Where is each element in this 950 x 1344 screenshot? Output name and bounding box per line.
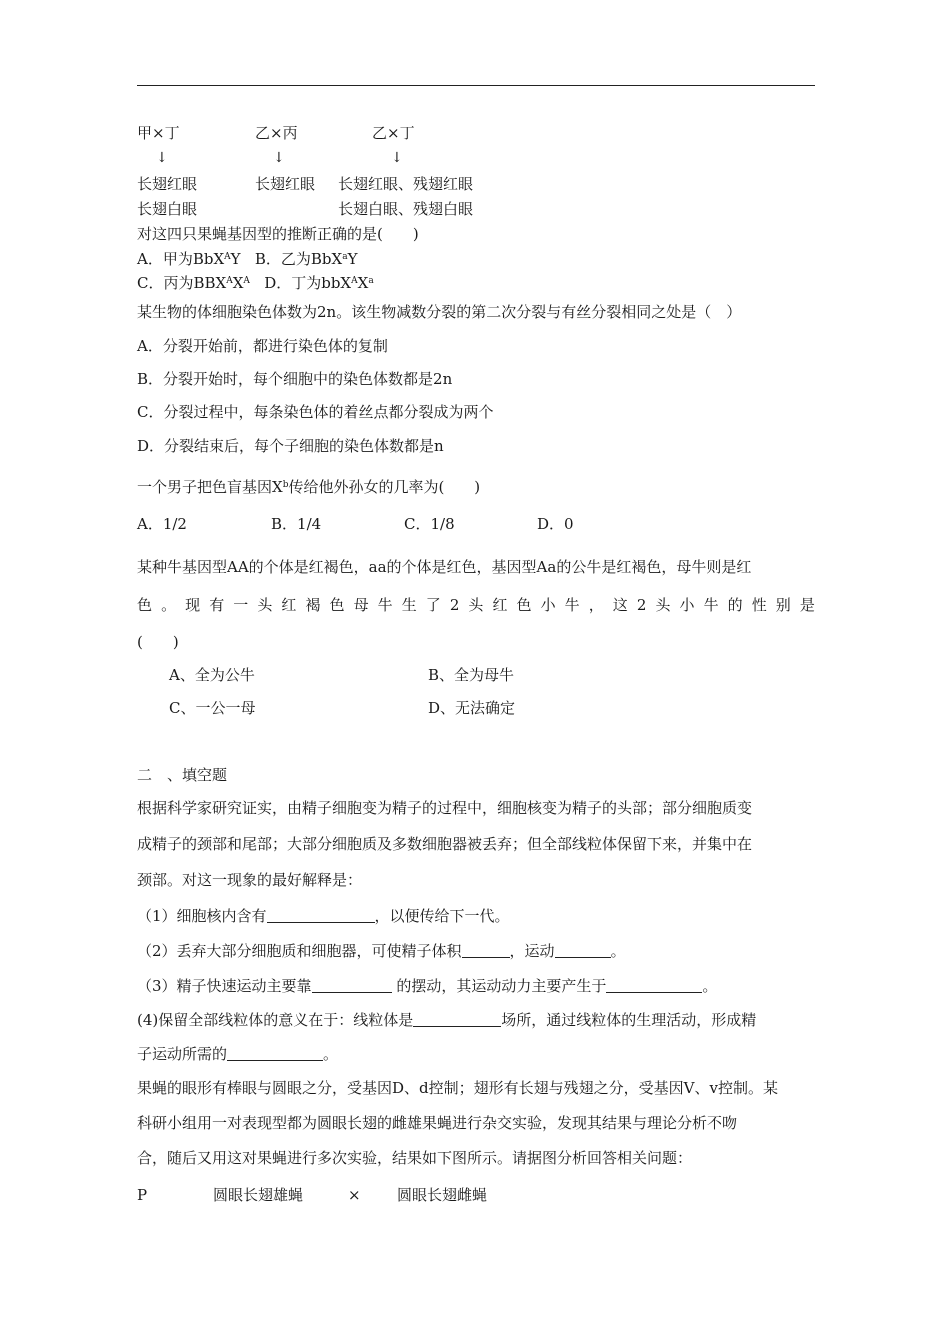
cross-symbol: × (348, 1186, 361, 1204)
justified-char: 了 (425, 596, 441, 614)
question-stem: 一个男子把色盲基因$X^b$传给他外孙女的几率为( ) (137, 478, 481, 496)
cross-parents-1: 甲×丁 (137, 124, 180, 142)
question-stem: 某生物的体细胞染色体数为2n。该生物减数分裂的第二次分裂与有丝分裂相同之处是（ ） (137, 303, 742, 321)
answer-blank[interactable] (267, 908, 375, 923)
answer-bracket: ( ) (137, 633, 179, 651)
p-female: 圆眼长翅雌蝇 (397, 1186, 488, 1204)
p-male: 圆眼长翅雄蝇 (213, 1186, 304, 1204)
justified-char: 一 (233, 596, 249, 614)
paragraph-line: 成精子的颈部和尾部；大部分细胞质及多数细胞器被丢弃；但全部线粒体保留下来，并集中在 (137, 835, 753, 853)
justified-char: 的 (727, 596, 743, 614)
option-a: A、全为公牛 (169, 666, 255, 684)
justified-char: 2 (449, 596, 460, 614)
fill-blank-4: (4)保留全部线粒体的意义在于：线粒体是 场所，通过线粒体的生理活动，形成精 (137, 1011, 757, 1029)
justified-char: 红 (281, 596, 297, 614)
option-b: B．分裂开始时，每个细胞中的染色体数都是2n (137, 370, 453, 388)
cross-result-1b: 长翅白眼 (137, 200, 198, 218)
justified-char: 红 (492, 596, 508, 614)
justified-char: 头 (655, 596, 671, 614)
paragraph-line: 根据科学家研究证实，由精子细胞变为精子的过程中，细胞核变为精子的头部；部分细胞质变 (137, 799, 753, 817)
section-title: 二 、填空题 (137, 766, 228, 784)
cross-result-3b: 长翅白眼、残翅白眼 (338, 200, 474, 218)
option-a: A．分裂开始前，都进行染色体的复制 (137, 337, 388, 355)
answer-blank[interactable] (462, 943, 510, 958)
option-d: D、无法确定 (428, 699, 516, 717)
answer-blank[interactable] (413, 1012, 501, 1027)
option-row: A．甲为BbX$^A$Y B．乙为BbX$^a$Y (137, 250, 358, 268)
down-arrow-icon: ↓ (156, 150, 168, 166)
header-rule (137, 85, 815, 86)
cross-result-3a: 长翅红眼、残翅红眼 (338, 175, 474, 193)
down-arrow-icon: ↓ (391, 150, 403, 166)
justified-char: 现 (185, 596, 201, 614)
question-stem-justified (137, 595, 815, 615)
option-c: C．1/8 (404, 515, 455, 533)
paragraph-line: 合，随后又用这对果蝇进行多次实验，结果如下图所示。请据图分析回答相关问题： (137, 1149, 693, 1167)
justified-char: 2 (636, 596, 647, 614)
cross-result-2a: 长翅红眼 (255, 175, 316, 193)
justified-char: 色 (137, 596, 153, 614)
option-row: C．丙为$BBX^AX^A$ D．丁为$bbX^AX^a$ (137, 274, 374, 292)
justified-char: 牛 (564, 596, 580, 614)
paragraph-line: 科研小组用一对表现型都为圆眼长翅的雌雄果蝇进行杂交实验，发现其结果与理论分析不吻 (137, 1114, 738, 1132)
justified-char: 生 (401, 596, 417, 614)
justified-char: 褐 (305, 596, 321, 614)
question-stem: 某种牛基因型AA的个体是红褐色，aa的个体是红色，基因型Aa的公牛是红褐色，母牛则是红 (137, 558, 752, 576)
option-a: A．1/2 (137, 515, 187, 533)
fill-blank-3: （3）精子快速运动主要靠 的摆动，其运动动力主要产生于 。 (137, 977, 718, 995)
option-c: C、一公一母 (169, 699, 256, 717)
justified-char: 。 (161, 596, 177, 614)
justified-char: 牛 (377, 596, 393, 614)
option-d: D．分裂结束后，每个子细胞的染色体数都是n (137, 437, 444, 455)
justified-char: ， (588, 596, 604, 614)
cross-parents-2: 乙×丙 (255, 124, 298, 142)
fill-blank-4-cont: 子运动所需的 。 (137, 1045, 339, 1063)
justified-char: 小 (679, 596, 695, 614)
option-d: D．0 (537, 515, 574, 533)
justified-char: 色 (516, 596, 532, 614)
p-generation-label: P (137, 1186, 148, 1204)
justified-char: 色 (329, 596, 345, 614)
option-c: C．分裂过程中，每条染色体的着丝点都分裂成为两个 (137, 403, 494, 421)
option-b: B．1/4 (271, 515, 322, 533)
answer-blank[interactable] (312, 978, 392, 993)
justified-char: 小 (540, 596, 556, 614)
justified-char: 别 (775, 596, 791, 614)
justified-char: 有 (209, 596, 225, 614)
justified-char: 性 (751, 596, 767, 614)
cross-parents-3: 乙×丁 (372, 124, 415, 142)
answer-blank[interactable] (227, 1046, 323, 1061)
fill-blank-2: （2）丢弃大部分细胞质和细胞器，可使精子体积 ，运动 。 (137, 942, 626, 960)
justified-char: 母 (353, 596, 369, 614)
justified-char: 是 (799, 596, 815, 614)
paragraph-line: 果蝇的眼形有棒眼与圆眼之分，受基因D、d控制；翅形有长翅与残翅之分，受基因V、v控制。某 (137, 1079, 778, 1097)
justified-char: 头 (468, 596, 484, 614)
justified-char: 头 (257, 596, 273, 614)
justified-char: 牛 (703, 596, 719, 614)
paragraph-line: 颈部。对这一现象的最好解释是： (137, 871, 363, 889)
answer-blank[interactable] (606, 978, 702, 993)
option-b: B、全为母牛 (428, 666, 515, 684)
cross-result-1a: 长翅红眼 (137, 175, 198, 193)
down-arrow-icon: ↓ (273, 150, 285, 166)
fill-blank-1: （1）细胞核内含有 ，以便传给下一代。 (137, 907, 510, 925)
question-stem: 对这四只果蝇基因型的推断正确的是( ) (137, 225, 419, 243)
answer-blank[interactable] (555, 943, 611, 958)
justified-char: 这 (612, 596, 628, 614)
